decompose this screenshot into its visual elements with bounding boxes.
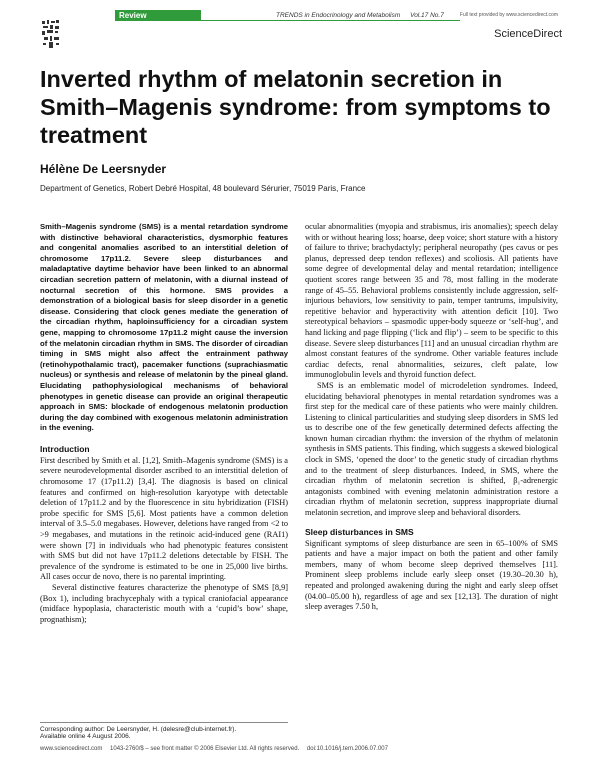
journal-volume: Vol.17 No.7 bbox=[410, 12, 444, 19]
page-footer bbox=[40, 746, 560, 752]
elsevier-tree-logo-icon bbox=[40, 18, 62, 50]
body-paragraph: SMS is an emblematic model of microdeletion syndromes. Indeed, elucidating behavioral phenotypes in mental retardation syndromes was a first step for the medical care of these patients who were mainly children. Listening to clinical particularities and studying sleep disorders in SMS led us to describe one of the few genetically determined defects affecting the known human circadian rhythm: the inversion of the rhythm of melatonin synthesis in SMS patients. This finding, which suggests a skewed biological clock in SMS, ‘opened the door’ to the genetic study of circadian rhythms and to the treatment of sleep disturbances. Indeed, in SMS, where the circadian rhythm of melatonin secretion is shifted, β₁-adrenergic antagonists combined with evening melatonin administration restore a circadian rhythm of melatonin secretion, suppress inappropriate diurnal melatonin secretion, and improve sleep and behavioral disorders. bbox=[305, 380, 558, 518]
section-heading-sleep-disturbances: Sleep disturbances in SMS bbox=[305, 526, 414, 537]
body-paragraph: Several distinctive features characterize the phenotype of SMS [8,9] (Box 1), including brachycephaly with a typical craniofacial appearance (midface hypoplasia, characteristic mouth with a ‘cupid’s bow’ shape, prognathism); bbox=[40, 583, 288, 624]
author-affiliation: Department of Genetics, Robert Debré Hospital, 48 boulevard Sérurier, 75019 Paris, France bbox=[40, 184, 366, 193]
journal-name: TRENDS in Endocrinology and Metabolism bbox=[276, 12, 401, 19]
section-heading-introduction: Introduction bbox=[40, 443, 90, 454]
corresponding-author-note: Corresponding author: De Leersnyder, H. (delesre@club-internet.fr). bbox=[40, 726, 237, 733]
journal-running-head bbox=[200, 10, 460, 21]
right-column bbox=[305, 222, 558, 613]
body-paragraph: ocular abnormalities (myopia and strabismus, iris anomalies); speech delay with or without hearing loss; hoarse, deep voice; short stature with a history of failure to thrive; brachydactyly; peripheral neuropathy (pes cavus or pes planus, depressed deep tendon reflexes) and scoliosis. All patients have some degree of developmental delay and mental retardation; intelligence quotient scores range between 35 and 78, most falling in the moderate range of 45–55. Behavioral problems consistently include aggression, self-injurious behaviors, low sensitivity to pain, temper tantrums, impulsivity, repetitive behavior and hyperactivity with attention deficit [10]. Two stereotypical behaviors – spasmodic upper-body squeeze or ‘self-hug’, and hand licking and page flipping (‘lick and flip’) – seem to be specific to this disease. Severe sleep disturbances [11] and an unusual circadian rhythm are almost constant features of the syndrome. Other variable features include cardiac defects, renal abnormalities, seizures, cleft palate, low immunoglobulin levels and thyroid function defect. bbox=[305, 222, 558, 380]
footer-website[interactable]: www.sciencedirect.com bbox=[40, 746, 103, 752]
footer-doi[interactable]: doi:10.1016/j.tem.2006.07.007 bbox=[306, 746, 388, 752]
left-column bbox=[40, 222, 288, 625]
footnote bbox=[40, 722, 288, 740]
available-online-note: Available online 4 August 2006. bbox=[40, 733, 131, 740]
abstract: Smith–Magenis syndrome (SMS) is a mental retardation syndrome with distinctive behavioral characteristics, dysmorphic features and congenital anomalies ascribed to an interstitial deletion of chromosome 17p11.2. Severe sleep disturbances and maladaptative daytime behavior have been linked to an abnormal circadian secretion pattern of melatonin, with a diurnal instead of nocturnal secretion of this hormone. SMS provides a demonstration of a biological basis for sleep disorder in a genetic disease. Considering that clock genes mediate the generation of the circadian rhythm, haploinsufficiency for a circadian system gene, mapping to chromosome 17p11.2 might cause the inversion of the melatonin circadian rhythm in SMS. The disorder of circadian timing in SMS might also affect the entrainment pathway (retinohypothalamic tract), pacemaker functions (suprachiasmatic nucleus) or synthesis and release of melatonin by the pineal gland. Elucidating pathophysiological mechanisms of behavioral phenotypes in genetic disease can provide an original therapeutic approach in SMS: blockade of endogenous melatonin production during the day combined with exogenous melatonin administration in the evening. bbox=[40, 222, 288, 433]
author-name: Hélène De Leersnyder bbox=[40, 162, 167, 176]
article-title: Inverted rhythm of melatonin secretion in Smith–Magenis syndrome: from symptoms to treatment bbox=[40, 66, 551, 148]
section-tab: Review bbox=[115, 10, 201, 21]
publisher-tagline: Full text provided by www.sciencedirect.com bbox=[459, 12, 558, 18]
footer-issn: 1043-2760/$ – see front matter © 2006 Elsevier Ltd. All rights reserved. bbox=[110, 746, 300, 752]
sciencedirect-logo: ScienceDirect bbox=[494, 28, 562, 40]
body-paragraph: First described by Smith et al. [1,2], Smith–Magenis syndrome (SMS) is a severe neurodevelopmental disorder ascribed to an interstitial deletion of chromosome 17 (17p11.2) [3,4]. The diagnosis is based on clinical features and confirmed on high-resolution karyotype with detectable deletion of 17p11.2 and by the fluorescence in situ hybridization (FISH) probe specific for SMS [5,6]. Most patients have a common deletion interval of 3.5–5.0 megabases. However, deletions have ranged from <2 to >9 megabases, and mutations in the retinoic acid-induced gene (RAI1) were shown [7] in individuals who had phenotypic features consistent with SMS but did not have 17p11.2 deletions detectable by FISH. The prevalence of the syndrome is estimated to be one in 25,000 live births. All cases occur de novo, there is no parental imprinting. bbox=[40, 455, 288, 582]
page-header bbox=[40, 10, 570, 50]
body-paragraph: Significant symptoms of sleep disturbance are seen in 65–100% of SMS patients and have a major impact on both the patient and other family members, many of whom become sleep deprived themselves [11]. Prominent sleep problems include early sleep onset (19.30–20.30 h), repeated and prolonged awakening during the night and early sleep offset (04.00–05.00 h), regardless of age and sex [12,13]. The duration of night sleep averages 7.50 h, bbox=[305, 538, 558, 612]
